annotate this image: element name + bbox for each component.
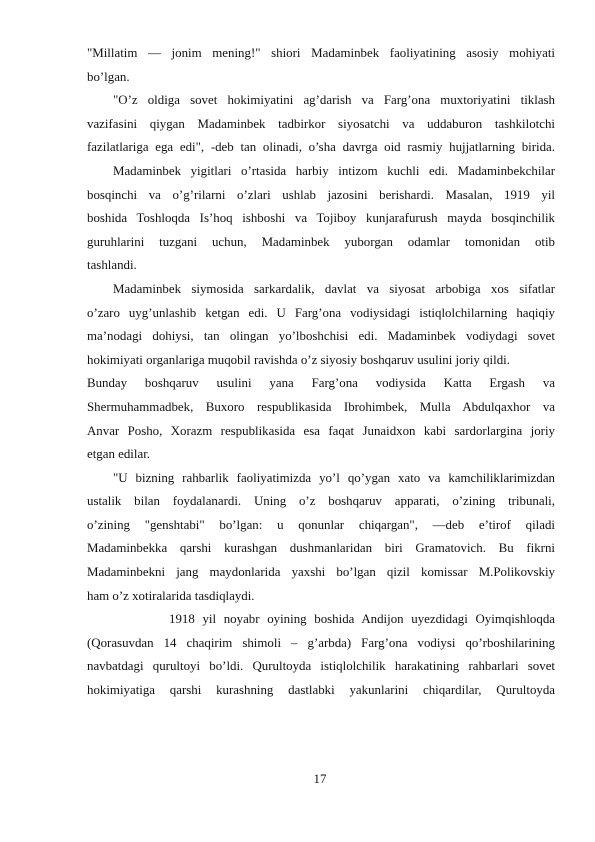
text-line: 1918 yil noyabr oyining boshida Andijon uyezdidagi Oyimqishloqda <box>169 612 555 627</box>
text-line: etgan edilar. <box>87 447 150 462</box>
text-line: "Millatim — jonim mening!" shiori Madaminbek faoliyatining asosiy mohiyati <box>87 46 555 60</box>
text-line: ham o’z xotiralarida tasdiqlaydi. <box>87 588 255 603</box>
text-line: hokimiyati organlariga muqobil ravishda o’z siyosiy boshqaruv usulini joriy qildi. <box>87 352 510 367</box>
text-line: o’zaro uyg’unlashib ketgan edi. U Farg’ona vodiysidagi istiqlolchilarning haqiqiy <box>87 305 555 320</box>
text-line: Shermuhammadbek, Buxoro respublikasida Ibrohimbek, Mulla Abdulqaxhor va <box>87 399 555 414</box>
text-line: Anvar Posho, Xorazm respublikasida esa faqat Junaidxon kabi sardorlargina joriy <box>87 423 555 438</box>
text-line: Bunday boshqaruv usulini yana Farg’ona vodiysida Katta Ergash va <box>87 376 555 391</box>
text-line: o’zining "genshtabi" bo’lgan: u qonunlar chiqargan", —deb e’tirof qiladi <box>87 517 555 532</box>
text-line: Madaminbekka qarshi kurashgan dushmanlaridan biri Gramatovich. Bu fikrni <box>87 541 555 556</box>
text-line: navbatdagi qurultoyi bo’ldi. Qurultoyda istiqlolchilik harakatining rahbarlari sovet <box>87 659 555 674</box>
text-line: boshida Toshloqda Is’hoq ishboshi va Tojiboy kunjarafurush mayda bosqinchilik <box>87 211 555 226</box>
text-line: ma’nodagi dohiysi, tan olingan yo’lboshchisi edi. Madaminbek vodiydagi sovet <box>87 329 555 344</box>
page-number: 17 <box>313 772 327 786</box>
text-line: fazilatlariga ega edi", -deb tan olinadi, o’sha davrga oid rasmiy hujjatlarning birida. <box>87 140 555 155</box>
body-text <box>87 42 555 703</box>
text-line: Madaminbek siymosida sarkardalik, davlat va siyosat arbobiga xos sifatlar <box>113 281 555 296</box>
text-line: "O’z oldiga sovet hokimiyatini ag’darish va Farg’ona muxtoriyatini tiklash <box>113 93 555 108</box>
text-line: vazifasini qiygan Madaminbek tadbirkor siyosatchi va uddaburon tashkilotchi <box>87 116 555 131</box>
text-line: Madaminbekni jang maydonlarida yaxshi bo’lgan qizil komissar M.Polikovskiy <box>87 565 555 580</box>
text-line: hokimiyatiga qarshi kurashning dastlabki yakunlarini chiqardilar, Qurultoyda <box>87 683 555 698</box>
text-line: bo’lgan. <box>87 69 130 84</box>
text-line: Madaminbek yigitlari o’rtasida harbiy intizom kuchli edi. Madaminbekchilar <box>113 163 555 178</box>
text-line: guruhlarini tuzgani uchun, Madaminbek yuborgan odamlar tomonidan otib <box>87 234 555 249</box>
text-line: bosqinchi va o’g’rilarni o’zlari ushlab jazosini berishardi. Masalan, 1919 yil <box>87 187 555 202</box>
text-line: ustalik bilan foydalanardi. Uning o’z boshqaruv apparati, o’zining tribunali, <box>87 494 555 509</box>
text-line: tashlandi. <box>87 258 137 273</box>
text-line: "U bizning rahbarlik faoliyatimizda yo’l qo’ygan xato va kamchiliklarimizdan <box>113 470 555 485</box>
text-line: (Qorasuvdan 14 chaqirim shimoli – g’arbda) Farg’ona vodiysi qo’rboshilarining <box>87 635 555 650</box>
